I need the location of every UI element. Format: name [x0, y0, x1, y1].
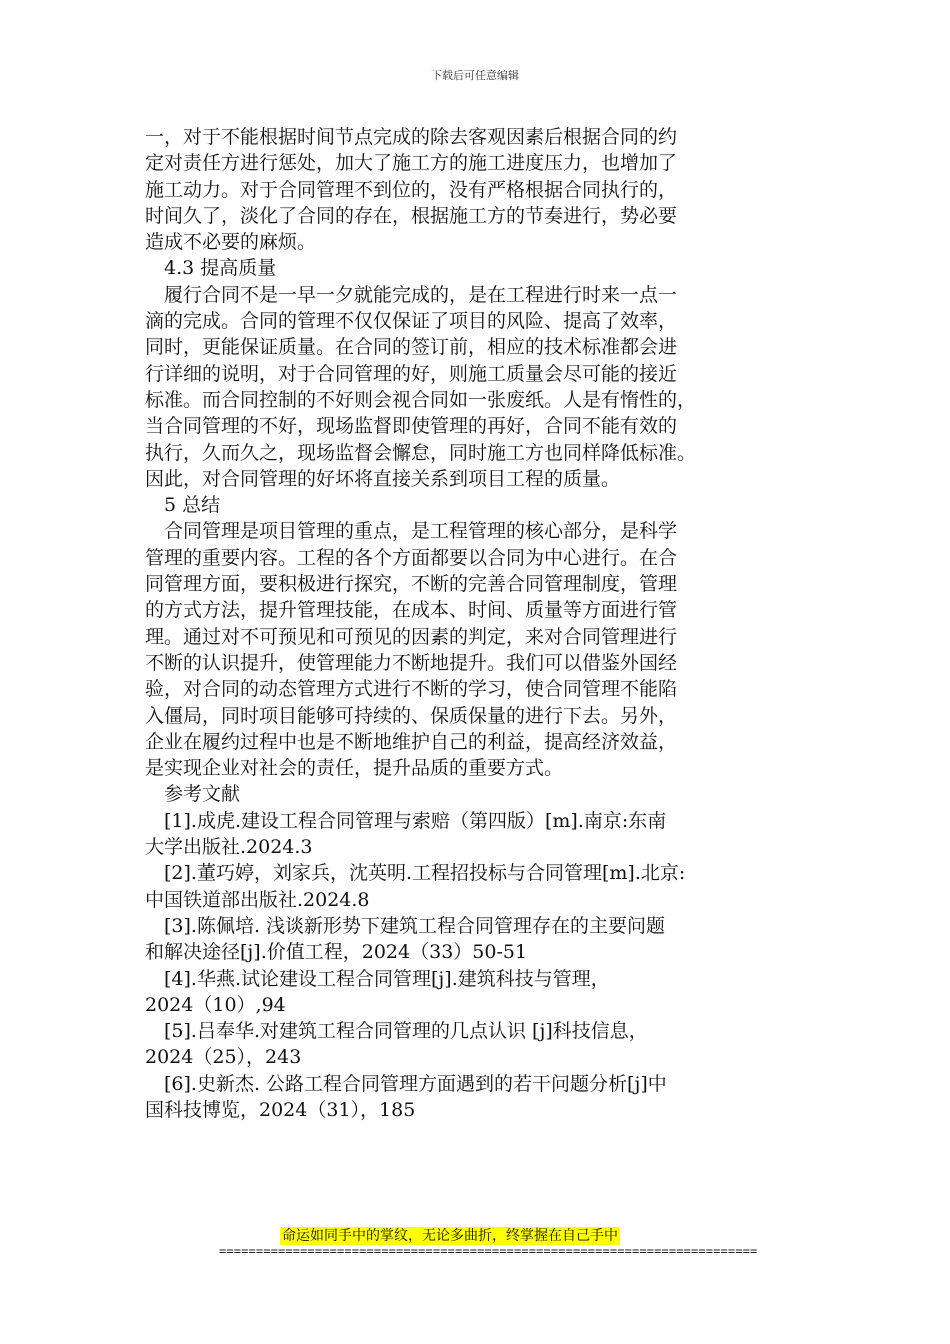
body-line: 当合同管理的不好，现场监督即使管理的再好，合同不能有效的	[145, 415, 678, 438]
body-line: 是实现企业对社会的责任，提升品质的重要方式。	[145, 757, 564, 780]
reference-line: [2].董巧婷，刘家兵，沈英明.工程招投标与合同管理[m].北京:	[145, 862, 686, 885]
reference-line: [3].陈佩培. 浅谈新形势下建筑工程合同管理存在的主要问题	[145, 914, 666, 937]
body-line: 滴的完成。合同的管理不仅仅保证了项目的风险、提高了效率，	[145, 310, 678, 333]
body-line: 时间久了，淡化了合同的存在，根据施工方的节奏进行，势必要	[145, 204, 678, 227]
page-header-note: 下载后可任意编辑	[431, 69, 519, 82]
document-body	[145, 124, 805, 1123]
body-line: 的方式方法，提升管理技能，在成本、时间、质量等方面进行管	[145, 599, 678, 622]
section-heading-4-3: 4.3 提高质量	[145, 257, 277, 280]
body-line: 标准。而合同控制的不好则会视合同如一张废纸。人是有惰性的，	[145, 388, 697, 411]
body-line: 验，对合同的动态管理方式进行不断的学习，使合同管理不能陷	[145, 678, 678, 701]
reference-line: [6].史新杰. 公路工程合同管理方面遇到的若干问题分析[j]中	[145, 1072, 667, 1095]
reference-line: 国科技博览，2024（31），185	[145, 1098, 416, 1121]
footer-divider: =========================================================================	[219, 1244, 758, 1258]
body-line: 因此，对合同管理的好坏将直接关系到项目工程的质量。	[145, 467, 621, 490]
body-line: 执行，久而久之，现场监督会懈怠，同时施工方也同样降低标准。	[145, 441, 697, 464]
reference-line: 和解决途径[j].价值工程，2024（33）50-51	[145, 941, 528, 964]
body-line: 同时，更能保证质量。在合同的签订前，相应的技术标准都会进	[145, 336, 678, 359]
body-line: 理。通过对不可预见和可预见的因素的判定，来对合同管理进行	[145, 625, 678, 648]
body-line: 履行合同不是一早一夕就能完成的，是在工程进行时来一点一	[145, 283, 678, 306]
body-line: 一，对于不能根据时间节点完成的除去客观因素后根据合同的约	[145, 126, 678, 148]
body-line: 入僵局，同时项目能够可持续的、保质保量的进行下去。另外，	[145, 704, 678, 727]
body-line: 行详细的说明，对于合同管理的好，则施工质量会尽可能的接近	[145, 362, 678, 385]
body-line: 施工动力。对于合同管理不到位的，没有严格根据合同执行的，	[145, 178, 678, 201]
section-heading-5: 5 总结	[145, 494, 221, 517]
reference-line: [5].吕奉华.对建筑工程合同管理的几点认识 [j]科技信息，	[145, 1020, 648, 1043]
body-line: 同管理方面，要积极进行探究，不断的完善合同管理制度，管理	[145, 573, 678, 596]
reference-line: [4].华燕.试论建设工程合同管理[j].建筑科技与管理，	[145, 967, 610, 990]
body-line: 定对责任方进行惩处，加大了施工方的施工进度压力，也增加了	[145, 152, 678, 175]
reference-line: 中国铁道部出版社.2024.8	[145, 888, 370, 911]
body-line: 企业在履约过程中也是不断地维护自己的利益，提高经济效益，	[145, 730, 678, 753]
body-line: 管理的重要内容。工程的各个方面都要以合同为中心进行。在合	[145, 546, 678, 569]
reference-line: [1].成虎.建设工程合同管理与索赔（第四版）[m].南京:东南	[145, 809, 667, 832]
reference-line: 大学出版社.2024.3	[145, 836, 313, 859]
footer-motto: 命运如同手中的掌纹，无论多曲折，终掌握在自己手中	[282, 1228, 618, 1244]
body-line: 不断的认识提升，使管理能力不断地提升。我们可以借鉴外国经	[145, 651, 678, 674]
body-line: 造成不必要的麻烦。	[145, 231, 317, 254]
body-line: 合同管理是项目管理的重点，是工程管理的核心部分，是科学	[145, 520, 678, 543]
reference-line: 2024（10）,94	[145, 993, 286, 1016]
references-heading: 参考文献	[145, 783, 241, 806]
reference-line: 2024（25），243	[145, 1046, 302, 1069]
